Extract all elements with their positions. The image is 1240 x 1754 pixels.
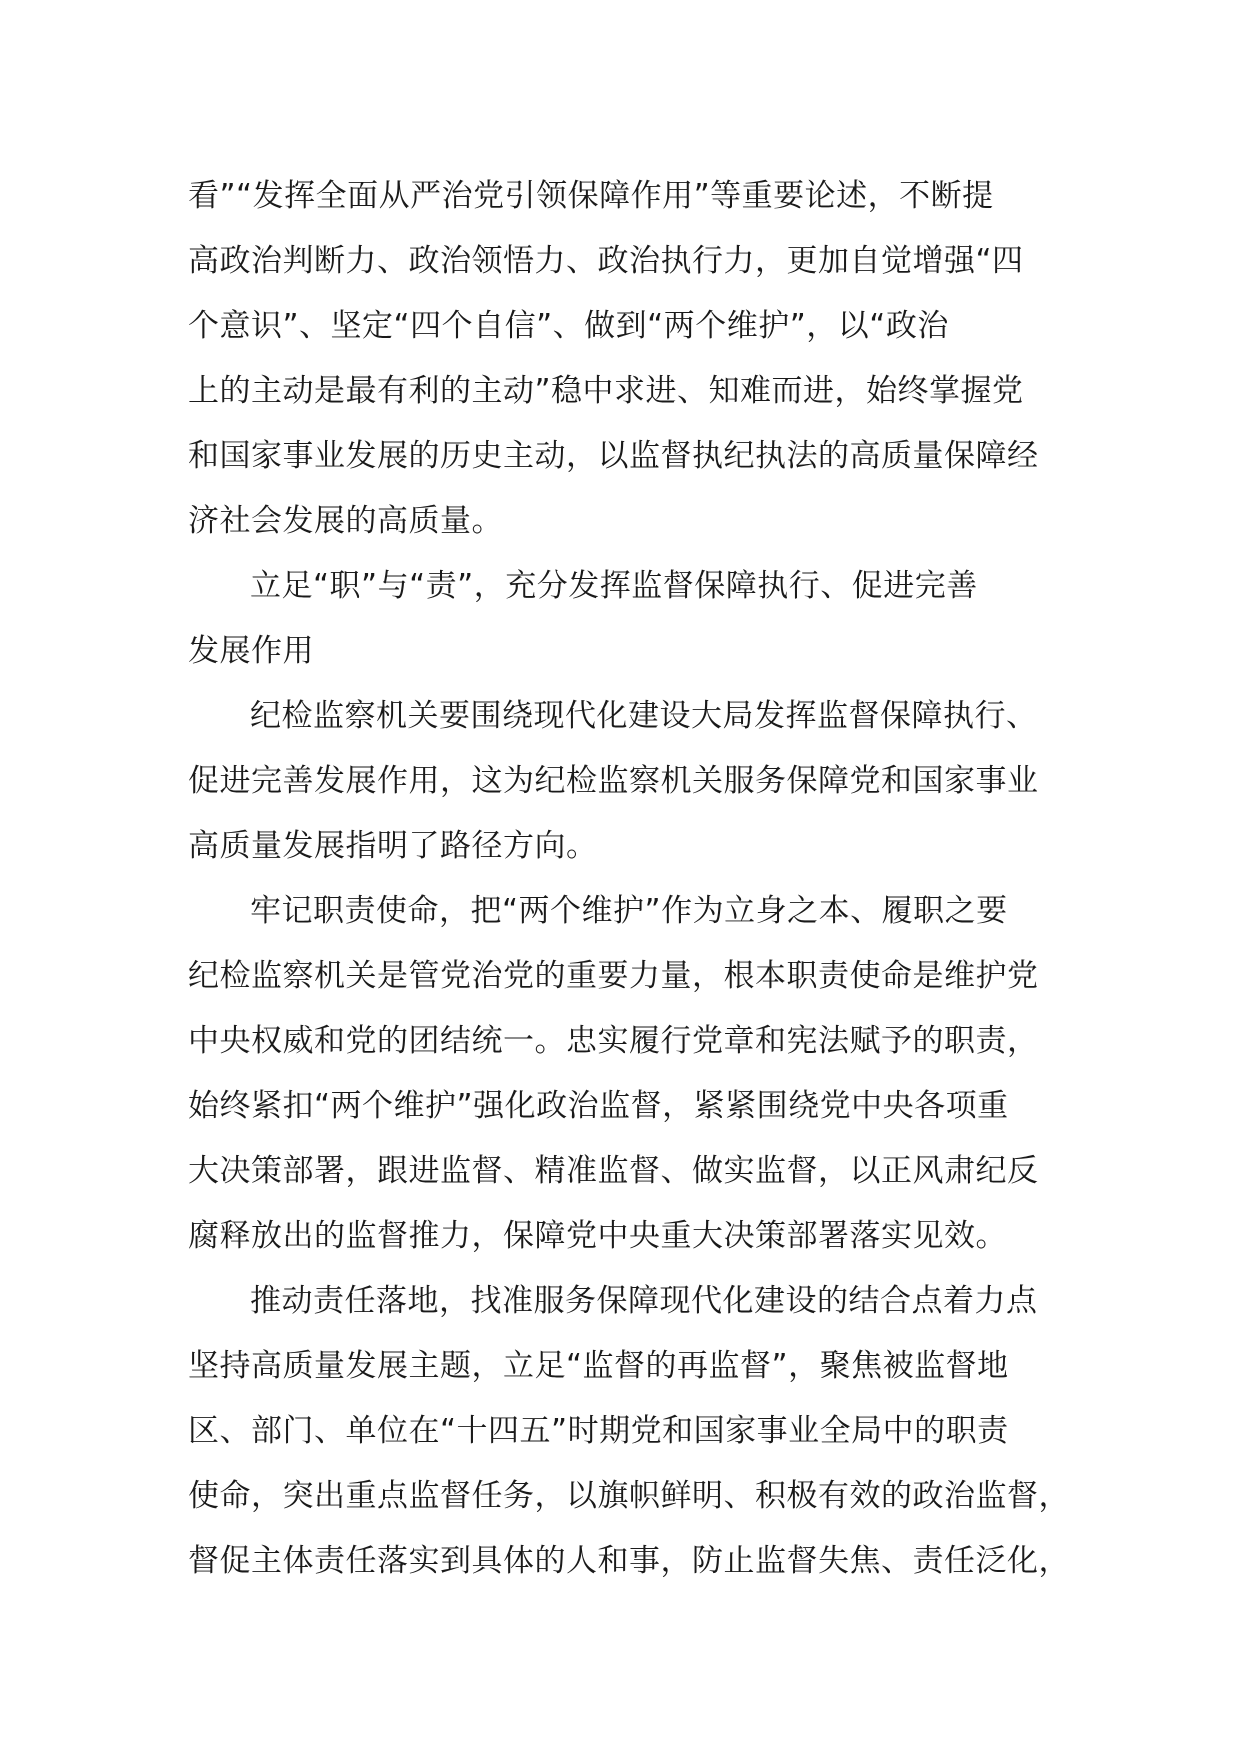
paragraph-start: 纪检监察机关要围绕现代化建设大局发挥监督保障执行、 (250, 698, 1038, 734)
text-line: 腐释放出的监督推力，保障党中央重大决策部署落实见效。 (188, 1218, 1007, 1254)
text-line: 始终紧扣“两个维护”强化政治监督，紧紧围绕党中央各项重 (188, 1088, 1009, 1124)
text-line: 促进完善发展作用，这为纪检监察机关服务保障党和国家事业 (188, 763, 1039, 799)
text-line: 督促主体责任落实到具体的人和事，防止监督失焦、责任泛化， (188, 1543, 1070, 1579)
text-line: 高质量发展指明了路径方向。 (188, 828, 598, 864)
subheading: 牢记职责使命，把“两个维护”作为立身之本、履职之要 (250, 893, 1008, 929)
text-line: 和国家事业发展的历史主动，以监督执纪执法的高质量保障经 (188, 438, 1039, 474)
text-line: 坚持高质量发展主题，立足“监督的再监督”，聚焦被监督地 (188, 1348, 1009, 1384)
text-line: 高政治判断力、政治领悟力、政治执行力，更加自觉增强“四 (188, 243, 1024, 279)
text-line: 大决策部署，跟进监督、精准监督、做实监督，以正风肃纪反 (188, 1153, 1039, 1189)
text-line: 看”“发挥全面从严治党引领保障作用”等重要论述，不断提 (188, 178, 994, 214)
subheading: 推动责任落地，找准服务保障现代化建设的结合点着力点 (250, 1283, 1038, 1319)
body-text (188, 164, 1070, 1594)
section-heading-continued: 发展作用 (188, 633, 314, 669)
text-line: 中央权威和党的团结统一。忠实履行党章和宪法赋予的职责， (188, 1023, 1039, 1059)
text-line: 使命，突出重点监督任务，以旗帜鲜明、积极有效的政治监督， (188, 1478, 1070, 1514)
section-heading: 立足“职”与“责”，充分发挥监督保障执行、促进完善 (250, 568, 978, 604)
text-line: 纪检监察机关是管党治党的重要力量，根本职责使命是维护党 (188, 958, 1039, 994)
text-line: 个意识”、坚定“四个自信”、做到“两个维护”，以“政治 (188, 308, 949, 344)
text-line: 区、部门、单位在“十四五”时期党和国家事业全局中的职责 (188, 1413, 1009, 1449)
text-line: 上的主动是最有利的主动”稳中求进、知难而进，始终掌握党 (188, 373, 1024, 409)
text-line: 济社会发展的高质量。 (188, 503, 503, 539)
